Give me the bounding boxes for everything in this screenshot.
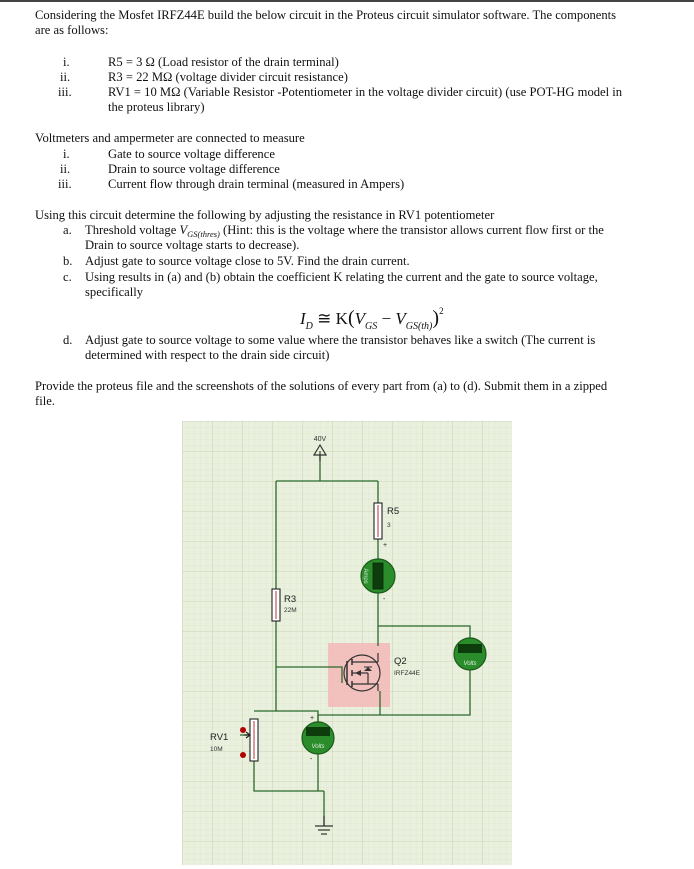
task-d-text: Adjust gate to source voltage to some value where the transistor behaves like a switch (The current is xyxy=(85,333,596,347)
task-c-cont: specifically xyxy=(85,285,144,299)
task-c-label: c. xyxy=(63,270,72,284)
voltmeter-ds-unit-label: Volts xyxy=(463,661,477,667)
rv1-increase-handle[interactable] xyxy=(240,727,246,733)
component-text-1: R5 = 3 Ω (Load resistor of the drain terminal) xyxy=(108,55,339,69)
rv1-value-label: 10M xyxy=(210,746,223,753)
q2-model-label: IRFZ44E xyxy=(394,670,421,677)
rv1-decrease-handle[interactable] xyxy=(240,752,246,758)
component-text-2: R3 = 22 MΩ (voltage divider circuit resistance) xyxy=(108,70,348,84)
ammeter-plus-label: + xyxy=(383,542,388,549)
component-text-3: RV1 = 10 MΩ (Variable Resistor -Potentiometer in the voltage divider circuit) (use POT-HG model in xyxy=(108,85,623,99)
meters-heading: Voltmeters and ampermeter are connected to measure xyxy=(35,131,305,145)
page-top-border xyxy=(0,0,694,2)
tasks-heading: Using this circuit determine the following by adjusting the resistance in RV1 potentiometer xyxy=(35,208,495,222)
r5-name-label: R5 xyxy=(387,506,400,517)
r3-value-label: 22M xyxy=(284,607,297,614)
meter-num-1: i. xyxy=(63,147,70,161)
task-d-label: d. xyxy=(63,333,73,347)
intro-line-1: Considering the Mosfet IRFZ44E build the below circuit in the Proteus circuit simulator software. The components xyxy=(35,8,617,22)
voltmeter-gs-plus-label: + xyxy=(310,715,315,722)
drain-current-formula: $I_D$ ≅ $K(V_{GS} - V_{GS(th)})^2$ xyxy=(300,306,444,332)
task-a-text: Threshold voltage $V_{GS(thres)}$ (Hint: this is the voltage where the transistor allows current flow first or the xyxy=(85,223,604,239)
task-b-label: b. xyxy=(63,254,73,268)
rv1-name-label: RV1 xyxy=(210,732,229,743)
voltmeter-gs-display xyxy=(306,727,330,736)
submit-line-2: file. xyxy=(35,394,55,408)
submit-line-1: Provide the proteus file and the screenshots of the solutions of every part from (a) to (d). Submit them in a zipped xyxy=(35,379,608,393)
q2-name-label: Q2 xyxy=(394,656,407,667)
component-num-1: i. xyxy=(63,55,70,69)
meter-text-1: Gate to source voltage difference xyxy=(108,147,275,161)
task-a-label: a. xyxy=(63,223,72,237)
r3-name-label: R3 xyxy=(284,594,297,605)
ammeter-unit-label: Amps xyxy=(362,568,368,584)
task-c-text: Using results in (a) and (b) obtain the coefficient K relating the current and the gate to source voltage, xyxy=(85,270,598,284)
supply-voltage-label: 40V xyxy=(313,436,327,443)
component-num-3: iii. xyxy=(58,85,72,99)
task-d-cont: determined with respect to the drain side circuit) xyxy=(85,348,330,362)
meter-text-2: Drain to source voltage difference xyxy=(108,162,280,176)
ammeter-display xyxy=(373,563,383,589)
voltmeter-gs-minus-label: - xyxy=(310,756,313,763)
circuit-schematic xyxy=(182,421,512,865)
ammeter-minus-label: - xyxy=(383,596,386,603)
component-num-2: ii. xyxy=(60,70,71,84)
task-a-cont: Drain to source voltage starts to decrease). xyxy=(85,238,300,252)
task-b-text: Adjust gate to source voltage close to 5V. Find the drain current. xyxy=(85,254,410,268)
meter-num-2: ii. xyxy=(60,162,71,176)
meter-text-3: Current flow through drain terminal (measured in Ampers) xyxy=(108,177,405,191)
intro-line-2: are as follows: xyxy=(35,23,109,37)
voltmeter-ds-display xyxy=(458,644,482,653)
meter-num-3: iii. xyxy=(58,177,72,191)
component-text-3-cont: the proteus library) xyxy=(108,100,205,114)
voltmeter-gs-unit-label: Volts xyxy=(311,744,325,750)
r5-value-label: 3 xyxy=(387,522,391,529)
